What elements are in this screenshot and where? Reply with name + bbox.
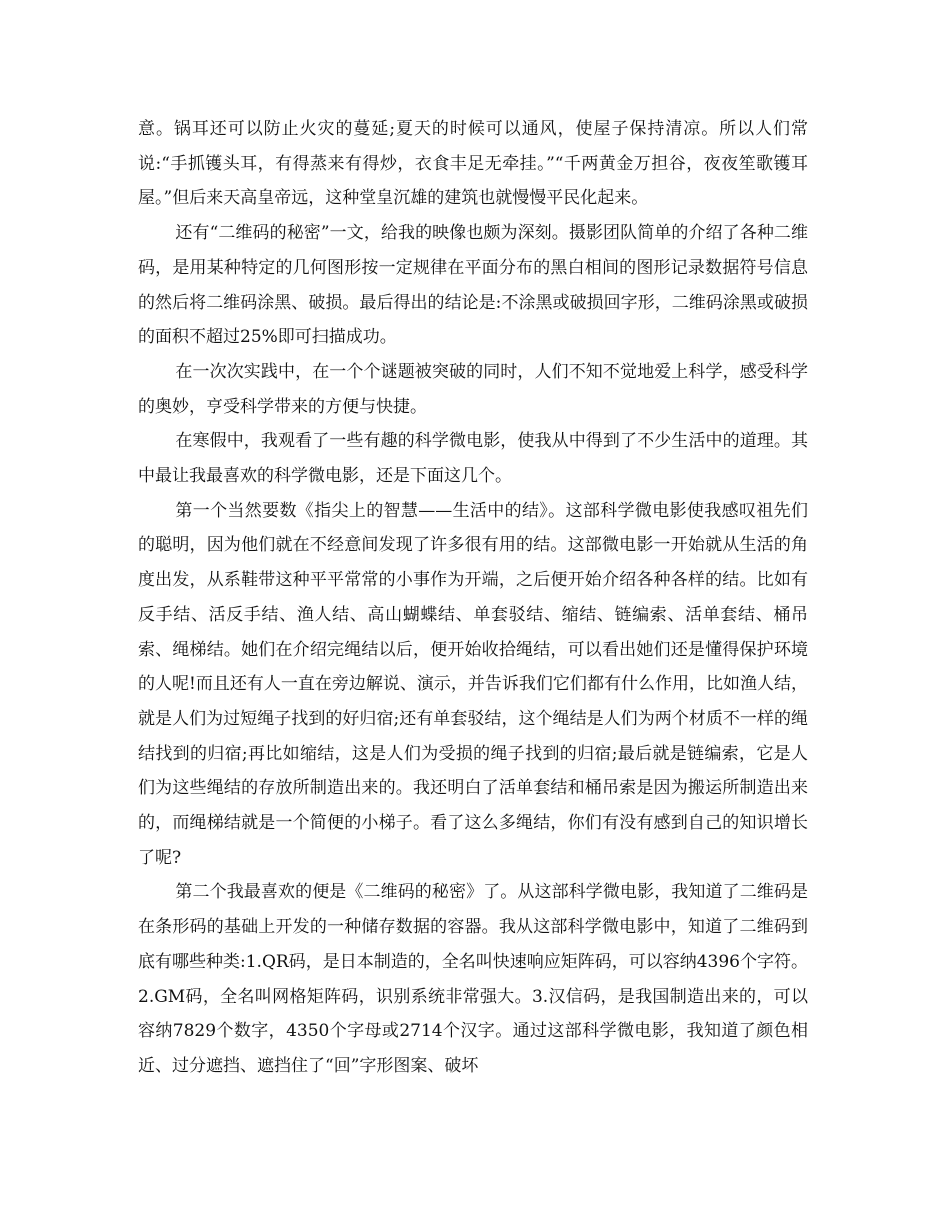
paragraph-1: 意。锅耳还可以防止火灾的蔓延;夏天的时候可以通风，使屋子保持清凉。所以人们常说:“手抓镬头耳，有得蒸来有得炒，衣食丰足无牵挂。”“千两黄金万担谷，夜夜笙歌镬耳屋。”但后来天高皇帝远，这种堂皇沉雄的建筑也就慢慢平民化起来。 [138, 119, 808, 209]
paragraph-3: 在一次次实践中，在一个个谜题被突破的同时，人们不知不觉地爱上科学，感受科学的奥妙，亨受科学带来的方便与快捷。 [138, 361, 808, 417]
paragraph-5: 第一个当然要数《指尖上的智慧——生活中的结》。这部科学微电影使我感叹祖先们的聪明，因为他们就在不经意间发现了许多很有用的结。这部微电影一开始就从生活的角度出发，从系鞋带这种平平常常的小事作为开端，之后便开始介绍各种各样的结。比如有反手结、活反手结、渔人结、高山蝴蝶结、单套驳结、缩结、链编索、活单套结、桶吊索、绳梯结。她们在介绍完绳结以后，便开始收拾绳结，可以看出她们还是懂得保护环境的人呢!而且还有人一直在旁边解说、演示，并告诉我们它们都有什么作用，比如渔人结，就是人们为过短绳子找到的好归宿;还有单套驳结，这个绳结是人们为两个材质不一样的绳结找到的归宿;再比如缩结，这是人们为受损的绳子找到的归宿;最后就是链编索，它是人们为这些绳结的存放所制造出来的。我还明白了活单套结和桶吊索是因为搬运所制造出来的，而绳梯结就是一个简便的小梯子。看了这么多绳结，你们有没有感到自己的知识增长了呢? [138, 500, 808, 868]
paragraph-2: 还有“二维码的秘密”一文，给我的映像也颇为深刻。摄影团队简单的介绍了各种二维码，是用某种特定的几何图形按一定规律在平面分布的黑白相间的图形记录数据符号信息的然后将二维码涂黑、破损。最后得出的结论是:不涂黑或破损回字形，二维码涂黑或破损的面积不超过25%即可扫描成功。 [138, 223, 808, 348]
paragraph-4: 在寒假中，我观看了一些有趣的科学微电影，使我从中得到了不少生活中的道理。其中最让我最喜欢的科学微电影，还是下面这几个。 [138, 431, 808, 487]
paragraph-6: 第二个我最喜欢的便是《二维码的秘密》了。从这部科学微电影，我知道了二维码是在条形码的基础上开发的一种储存数据的容器。我从这部科学微电影中，知道了二维码到底有哪些种类:1.QR码，是日本制造的，全名叫快速响应矩阵码，可以容纳4396个字符。2.GM码，全名叫网格矩阵码，识别系统非常强大。3.汉信码，是我国制造出来的，可以容纳7829个数字，4350个字母或2714个汉字。通过这部科学微电影，我知道了颜色相近、过分遮挡、遮挡住了“回”字形图案、破坏 [138, 882, 808, 1076]
document-body [138, 112, 808, 1084]
